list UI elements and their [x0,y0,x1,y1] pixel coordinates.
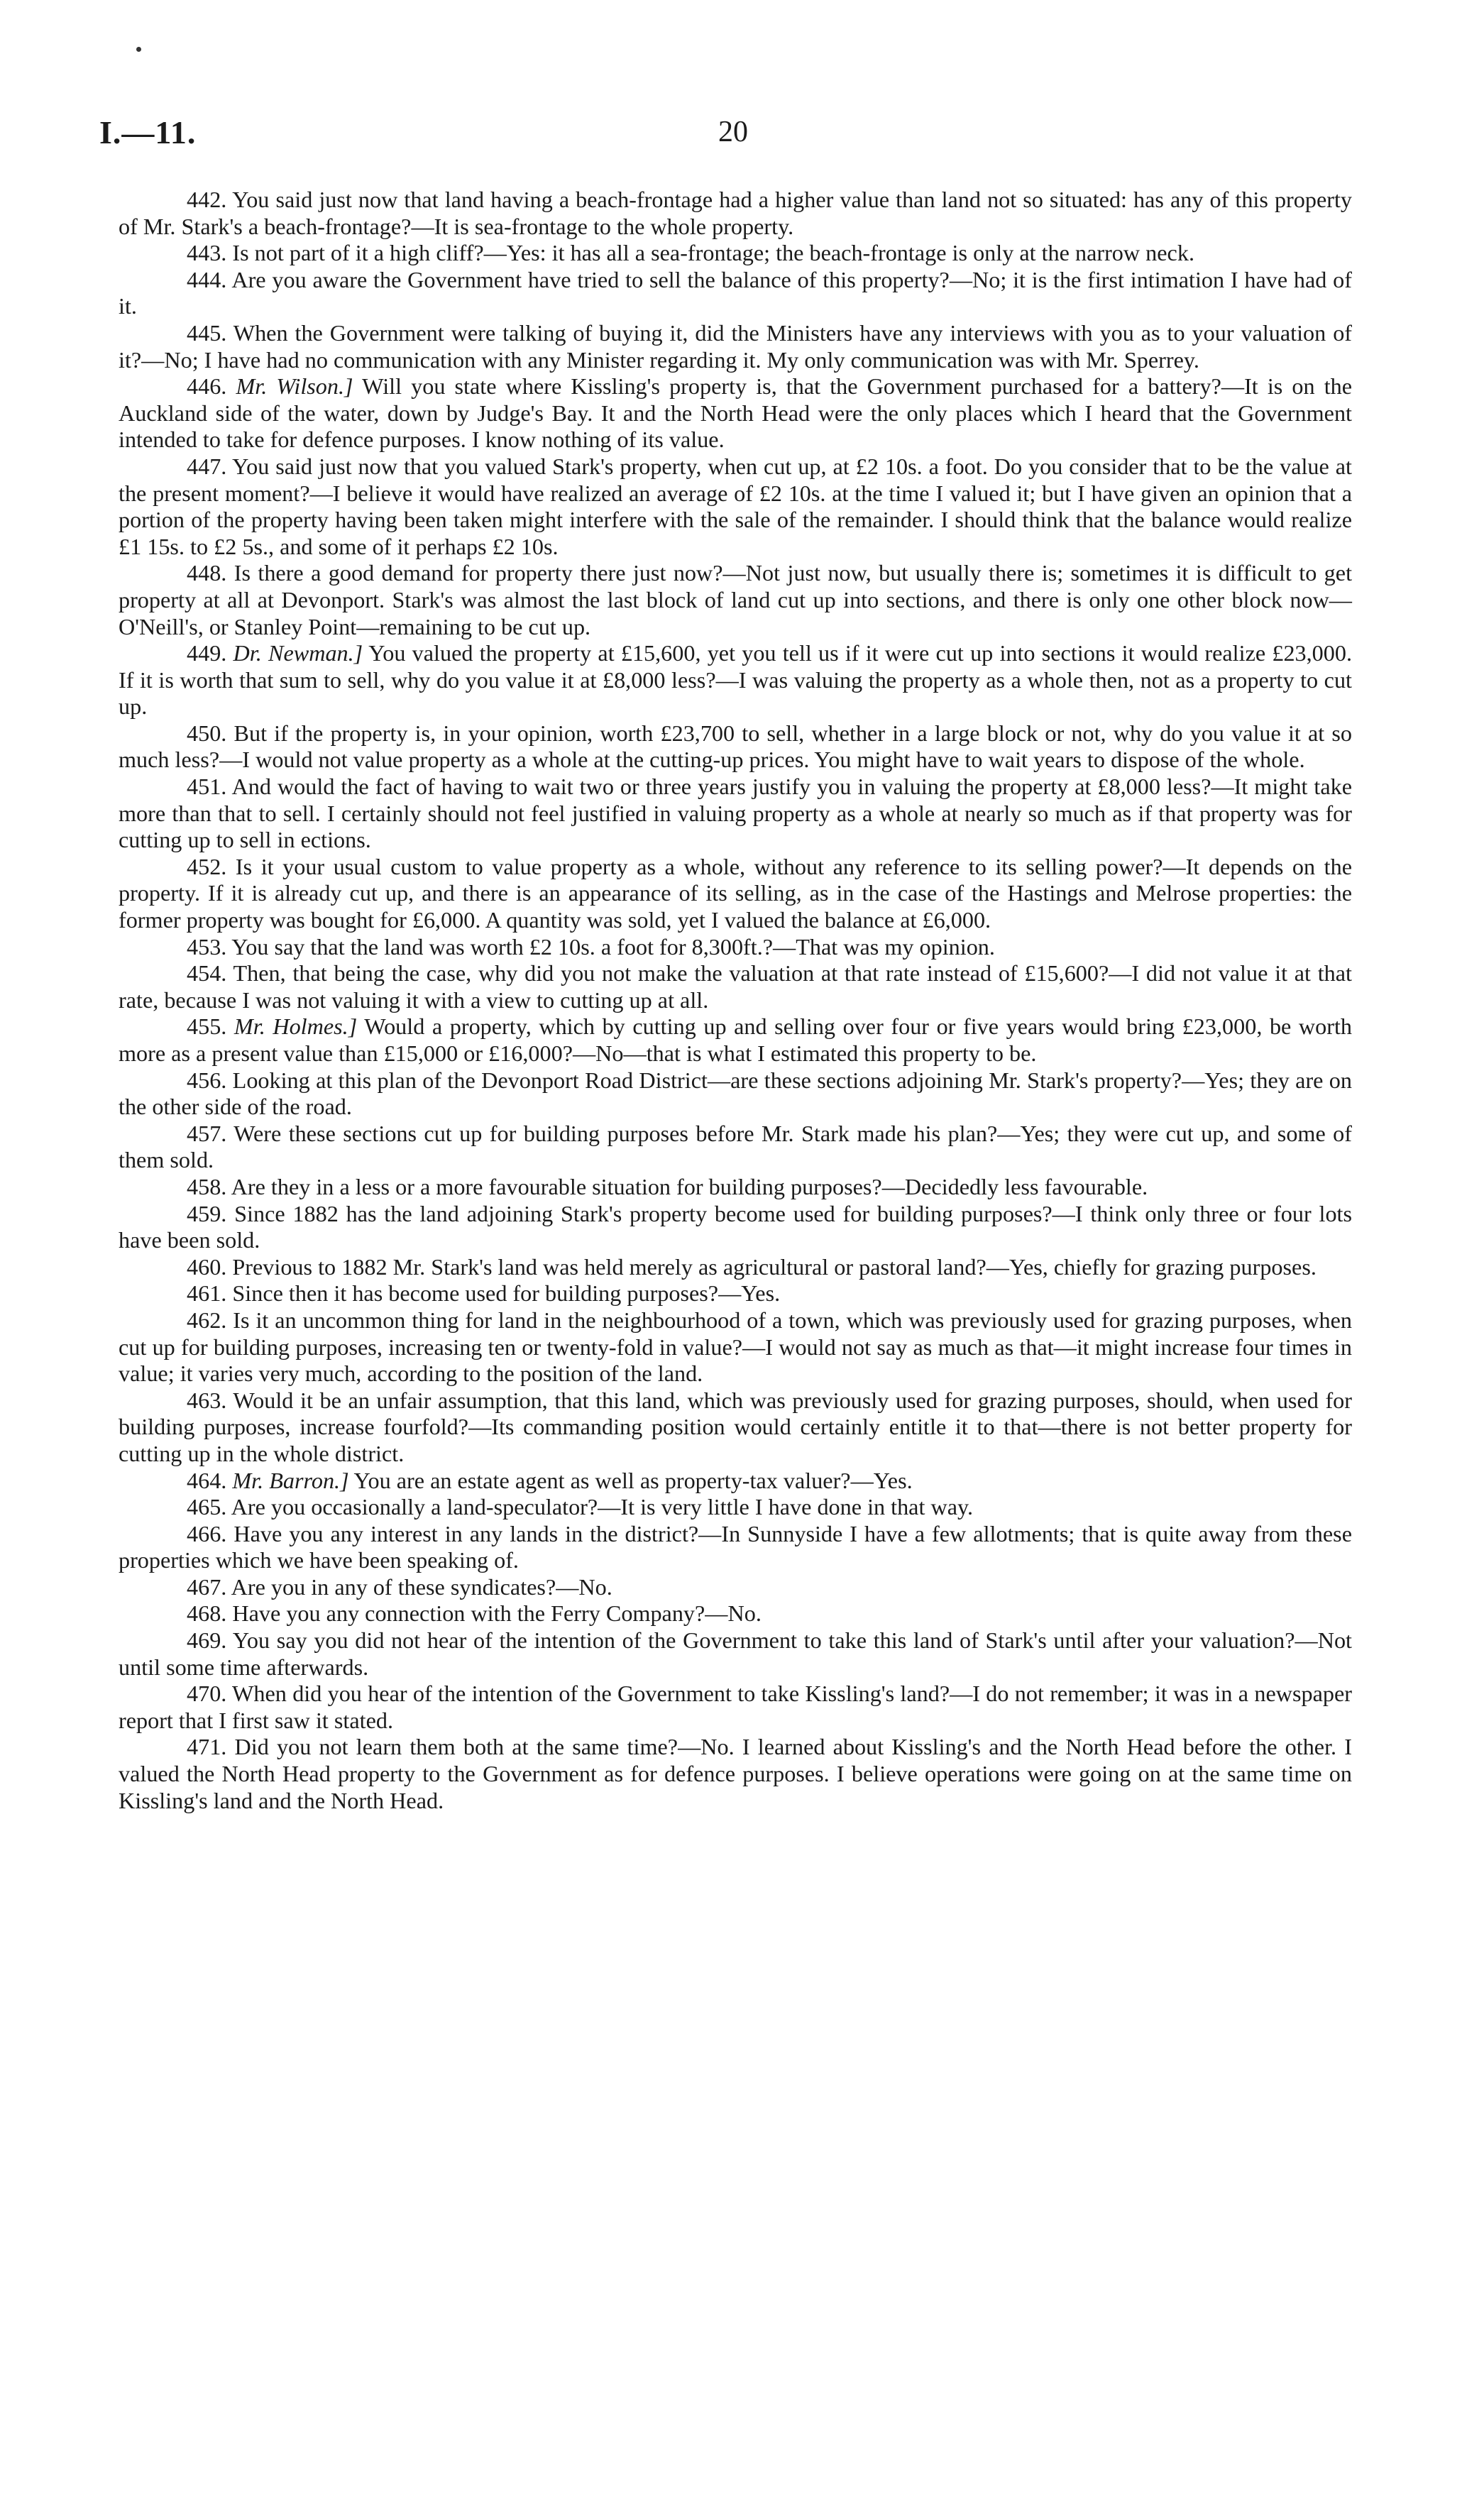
paragraph-text: Is there a good demand for property there just now?—Not just now, but usually there is; sometimes it is difficult to get property at all at Devonport. Stark's was almost the last block of land cut up into sections, and there is only one other block now—O'Neill's, or Stanley Point—remaining to be cut up. [119,560,1353,639]
paragraph-464 [119,1468,1352,1495]
paragraph-457 [119,1121,1352,1174]
speaker-label: Mr. Wilson.] [236,373,353,400]
paragraph-text: Previous to 1882 Mr. Stark's land was held merely as agricultural or pastoral land?—Yes, chiefly for grazing purposes. [232,1253,1317,1280]
question-number: 449. [187,640,227,666]
question-number: 461. [187,1280,227,1307]
paragraph-text: Are you in any of these syndicates?—No. [231,1573,612,1600]
question-number: 469. [187,1627,227,1654]
question-number: 442. [187,187,227,212]
question-number: 466. [187,1520,227,1546]
paragraph-text: Is it an uncommon thing for land in the neighbourhood of a town, which was previously used for grazing purposes, when cut up for building purposes, increasing ten or twenty-fold in value?—I would not say as much as that—it might increase four times in value; it varies very much, according to the position of the land. [119,1307,1352,1387]
paragraph-449 [119,640,1352,720]
paragraph-462 [119,1307,1352,1387]
paragraph-465 [119,1494,1352,1521]
paragraph-text: Are they in a less or a more favourable situation for building purposes?—Decidedly less favourable. [231,1173,1148,1199]
paragraph-text: Did you not learn them both at the same time?—No. I learned about Kissling's and the North Head before the other. I valued the North Head property to the Government as for defence purposes. I believe operations were going on at the same time on Kissling's land and the North Head. [119,1734,1352,1813]
paragraph-text: Since then it has become used for building purposes?—Yes. [232,1280,781,1307]
paragraph-458 [119,1174,1352,1201]
paragraph-text: Since 1882 has the land adjoining Stark's property become used for building purposes?—I think only three or four lots have been sold. [119,1200,1353,1253]
paragraph-text: Will you state where Kissling's property is, that the Government purchased for a battery?—It is on the Auckland side of the water, down by Judge's Bay. It and the North Head were the only places which I heard that the Government intended to take for defence purposes. I know nothing of its value. [119,373,1353,453]
paragraph-453 [119,934,1352,961]
speaker-label: Mr. Holmes.] [233,1013,358,1040]
paragraph-461 [119,1280,1352,1307]
paragraph-468 [119,1600,1352,1627]
paragraph-446 [119,373,1352,454]
paragraph-text: Have you any interest in any lands in the district?—In Sunnyside I have a few allotments; that is quite away from these properties which we have been speaking of. [119,1520,1352,1573]
question-number: 443. [187,240,227,266]
paragraph-text: Looking at this plan of the Devonport Road District—are these sections adjoining Mr. Stark's property?—Yes; they are on the other side of the road. [119,1067,1352,1120]
paragraph-text: You are an estate agent as well as property-tax valuer?—Yes. [353,1467,913,1493]
paragraph-450 [119,720,1352,774]
question-number: 447. [187,453,227,479]
paragraph-447 [119,454,1352,560]
question-number: 456. [187,1067,227,1093]
paragraph-text: Is not part of it a high cliff?—Yes: it has all a sea-frontage; the beach-frontage is only at the narrow neck. [232,240,1194,266]
question-number: 451. [187,774,227,800]
paragraph-456 [119,1067,1352,1121]
paragraph-444 [119,267,1352,320]
question-number: 459. [187,1200,227,1226]
page-mark-dot [136,47,141,52]
page-number: 20 [718,116,748,148]
question-number: 460. [187,1253,227,1280]
paragraph-470 [119,1681,1352,1734]
paragraph-text: Would a property, which by cutting up and selling over four or five years would bring £23,000, be worth more as a present value than £15,000 or £16,000?—No—that is what I estimated this property to be. [119,1013,1353,1066]
question-number: 452. [187,853,227,879]
paragraph-448 [119,560,1352,640]
question-number: 444. [187,266,227,292]
paragraph-460 [119,1254,1352,1281]
paragraph-text: You say you did not hear of the intention of the Government to take this land of Stark's until after your valuation?—Not until some time afterwards. [119,1627,1352,1680]
question-number: 463. [187,1387,227,1413]
question-number: 465. [187,1494,227,1520]
paragraph-text: Are you aware the Government have tried to sell the balance of this property?—No; it is the first intimation I have had of it. [119,266,1352,319]
speaker-label: Mr. Barron.] [232,1467,349,1493]
document-reference: I.—11. [99,114,197,150]
paragraph-445 [119,320,1352,373]
question-number: 450. [187,720,227,746]
paragraph-text: When did you hear of the intention of the Government to take Kissling's land?—I do not remember; it was in a newspaper report that I first saw it stated. [119,1681,1352,1733]
question-number: 453. [187,933,227,960]
paragraph-455 [119,1013,1352,1067]
paragraph-469 [119,1627,1352,1681]
paragraph-text: You valued the property at £15,600, yet you tell us if it were cut up into sections it would realize £23,000. If it is worth that sum to sell, why do you value it at £8,000 less?—I was valuing the property as a whole then, not as a property to cut up. [119,640,1353,720]
speaker-label: Dr. Newman.] [233,640,363,666]
paragraph-text: And would the fact of having to wait two or three years justify you in valuing the property at £8,000 less?—It might take more than that to sell. I certainly should not feel justified in valuing property as a whole at nearly so much as if that property was for cutting up to sell in ections. [119,774,1352,853]
paragraph-text: Are you occasionally a land-speculator?—It is very little I have done in that way. [231,1494,974,1520]
question-number: 445. [187,319,227,346]
paragraph-467 [119,1574,1352,1601]
page-header [99,114,1356,156]
question-number: 468. [187,1600,227,1627]
paragraph-text: Then, that being the case, why did you not make the valuation at that rate instead of £15,600?—I did not value it at that rate, because I was not valuing it with a view to cutting up at all. [119,960,1352,1013]
question-number: 448. [187,560,227,586]
question-number: 464. [187,1467,227,1493]
paragraph-text: When the Government were talking of buying it, did the Ministers have any interviews with you as to your valuation of it?—No; I have had no communication with any Minister regarding it. My only communication was with Mr. Sperrey. [119,319,1353,373]
paragraph-454 [119,960,1352,1013]
question-number: 446. [187,373,227,400]
paragraph-443 [119,240,1352,267]
paragraph-text: Have you any connection with the Ferry Company?—No. [232,1600,762,1627]
question-number: 467. [187,1573,227,1600]
question-number: 471. [187,1734,227,1760]
paragraph-text: But if the property is, in your opinion, worth £23,700 to sell, whether in a large block or not, why do you value it at so much less?—I would not value property as a whole at the cutting-up prices. You might have to wait years to dispose of the whole. [119,720,1353,773]
question-number: 470. [187,1681,227,1707]
paragraph-text: You say that the land was worth £2 10s. a foot for 8,300ft.?—That was my opinion. [231,933,995,960]
paragraph-466 [119,1521,1352,1574]
paragraph-text: You said just now that land having a beach-frontage had a higher value than land not so situated: has any of this property of Mr. Stark's a beach-frontage?—It is sea-frontage to the whole property. [119,187,1352,239]
question-number: 458. [187,1173,227,1199]
paragraph-text: Were these sections cut up for building purposes before Mr. Stark made his plan?—Yes; they were cut up, and some of them sold. [119,1120,1352,1173]
paragraph-471 [119,1734,1352,1814]
question-number: 455. [187,1013,227,1040]
question-number: 457. [187,1120,227,1146]
paragraph-text: Would it be an unfair assumption, that this land, which was previously used for grazing purposes, should, when used for building purposes, increase fourfold?—Its commanding position would certainly entitle it to that—there is not better property for cutting up in the whole district. [119,1387,1352,1466]
question-number: 462. [187,1307,227,1333]
question-number: 454. [187,960,227,987]
paragraph-459 [119,1201,1352,1254]
paragraph-text: You said just now that you valued Stark's property, when cut up, at £2 10s. a foot. Do you consider that to be the value at the present moment?—I believe it would have realized an average of £2 10s. at the time I valued it; but I have given an opinion that a portion of the property having been taken might interfere with the sale of the remainder. I should think that the balance would realize £1 15s. to £2 5s., and some of it perhaps £2 10s. [119,453,1353,559]
paragraph-463 [119,1387,1352,1468]
paragraph-451 [119,774,1352,854]
paragraph-452 [119,854,1352,934]
paragraph-text: Is it your usual custom to value property as a whole, without any reference to its selling power?—It depends on the property. If it is already cut up, and there is an appearance of its selling, as in the case of the Hastings and Melrose properties: the former property was bought for £6,000. A quantity was sold, yet I valued the balance at £6,000. [119,853,1353,933]
testimony-body [119,187,1352,1814]
paragraph-442 [119,187,1352,240]
